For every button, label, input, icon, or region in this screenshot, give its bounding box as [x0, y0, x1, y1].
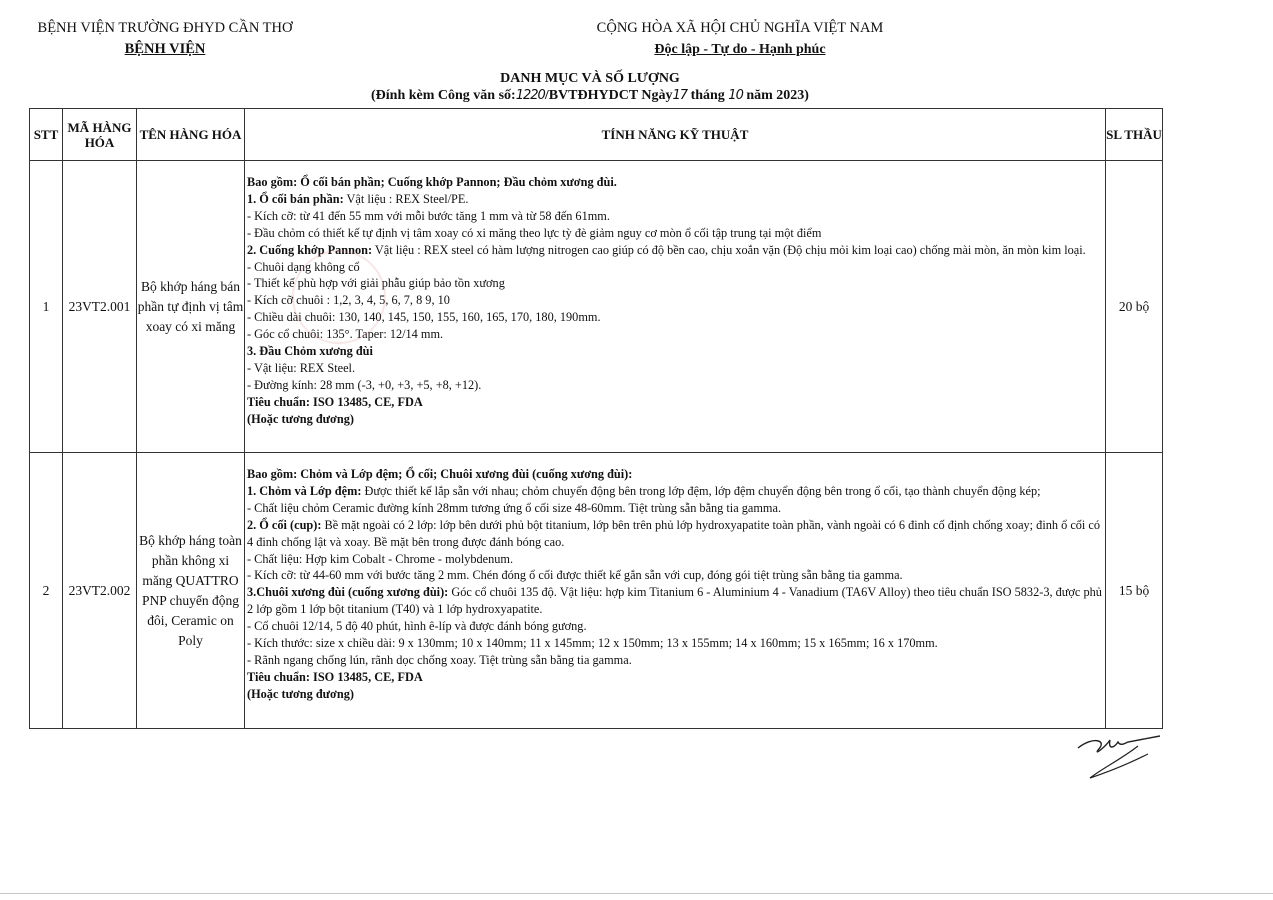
spec-line: [247, 191, 1103, 208]
hospital-parent-name: BỆNH VIỆN TRƯỜNG ĐHYD CẦN THƠ: [37, 20, 293, 36]
spec-line: Bao gồm: Chỏm và Lớp đệm; Ổ cối; Chuôi xương đùi (cuống xương đùi):: [247, 467, 633, 481]
national-motto: Độc lập - Tự do - Hạnh phúc: [654, 42, 826, 57]
sub-mid2: tháng: [690, 88, 725, 103]
header-stt: STT: [30, 109, 63, 161]
header-name: TÊN HÀNG HÓA: [137, 109, 245, 161]
sub-suffix: năm 2023): [746, 88, 809, 103]
hospital-name: BỆNH VIỆN: [124, 41, 206, 57]
spec-line: Tiêu chuẩn: ISO 13485, CE, FDA: [247, 669, 423, 684]
spec-line: (Hoặc tương đương): [247, 686, 354, 701]
spec-line: - Chuôi dạng không cổ: [247, 259, 360, 274]
spec-line: Bao gồm: Ổ cối bán phần; Cuống khớp Pannon; Đầu chỏm xương đùi.: [247, 175, 617, 189]
spec-line: - Cổ chuôi 12/14, 5 độ 40 phút, hình ê-líp và được đánh bóng gương.: [247, 619, 587, 634]
row-name: Bộ khớp háng bán phần tự định vị tâm xoay có xi măng: [137, 161, 245, 453]
table-row: [30, 453, 1163, 729]
header-code: MÃ HÀNG HÓA: [63, 109, 137, 161]
spec-line: - Chất liệu: Hợp kim Cobalt - Chrome - molybdenum.: [247, 551, 514, 566]
handwritten-day: 17: [672, 88, 688, 103]
spec-line: - Kích thước: size x chiều dài: 9 x 130mm; 10 x 140mm; 11 x 145mm; 12 x 150mm; 13 x 155mm; 14 x 160mm; 15 x 165mm; 16 x 170mm.: [247, 636, 938, 651]
spec-line: [247, 517, 1103, 551]
table-header-row: [30, 109, 1163, 161]
spec-line: - Góc cổ chuôi: 135°. Taper: 12/14 mm.: [247, 327, 444, 342]
spec-line: - Chiều dài chuôi: 130, 140, 145, 150, 155, 160, 165, 170, 180, 190mm.: [247, 310, 601, 325]
spec-line: (Hoặc tương đương): [247, 411, 354, 426]
handwritten-month: 10: [728, 88, 743, 103]
row-qty: 15 bộ: [1106, 453, 1163, 729]
spec-line: - Kích cỡ: từ 44-60 mm với bước tăng 2 mm. Chén đóng ổ cối được thiết kế gắn sẵn với cup, đóng gói tiệt trùng sẵn bằng tia gamma.: [247, 568, 903, 583]
spec-line: - Đường kính: 28 mm (-3, +0, +3, +5, +8, +12).: [247, 377, 482, 392]
spec-line: Tiêu chuẩn: ISO 13485, CE, FDA: [247, 394, 423, 409]
row-code: 23VT2.001: [63, 161, 137, 453]
spec-line: - Vật liệu: REX Steel.: [247, 360, 356, 375]
table-row: [30, 161, 1163, 453]
spec-text: Bề mặt ngoài có 2 lớp: lớp bên dưới phủ bột titanium, lớp bên trên phủ lớp hydroxyapatite toàn phần, vành ngoài có 6 đinh cố định chống xoay; đinh ổ cối có 4 đinh chống lật và xoay. Bề mặt bên trong được đánh bóng cao.: [247, 517, 1101, 549]
handwritten-number: 1220: [515, 88, 545, 103]
spec-text: Được thiết kế lắp sẵn với nhau; chỏm chuyển động bên trong lớp đệm, lớp đệm chuyển động bên trong ổ cối, tạo thành chuyển động kép;: [361, 483, 1041, 498]
header-left: [30, 18, 300, 60]
spec-heading: 3.Chuôi xương đùi (cuống xương đùi):: [247, 585, 449, 600]
spec-line: - Thiết kế phù hợp với giải phẫu giúp bảo tồn xương: [247, 276, 505, 291]
spec-heading: 2. Cuống khớp Pannon:: [247, 242, 373, 257]
spec-line: 3. Đầu Chỏm xương đùi: [247, 344, 373, 359]
spec-line: - Đầu chỏm có thiết kế tự định vị tâm xoay có xi măng theo lực tỳ đè giảm nguy cơ mòn ổ cối tập trung tại một điểm: [247, 225, 822, 240]
title-subline: [280, 87, 900, 104]
spec-text: Góc cổ chuôi 135 độ. Vật liệu: hợp kim Titanium 6 - Aluminium 4 - Vanadium (TA6V Alloy) theo tiêu chuẩn ISO 5832-3, được phủ 2 lớp gồm 1 lớp bột titanium (T40) và 1 lớp hydroxyapatite.: [247, 585, 1102, 617]
spec-line: [247, 242, 1103, 259]
sub-prefix: (Đính kèm Công văn số:: [371, 88, 516, 103]
row-code: 23VT2.002: [63, 453, 137, 729]
spec-line: [247, 483, 1103, 500]
signature-icon: [1068, 728, 1168, 783]
spec-line: - Rãnh ngang chống lún, rãnh dọc chống xoay. Tiệt trùng sẵn bằng tia gamma.: [247, 652, 632, 667]
header-right: [560, 18, 920, 60]
spec-line: [247, 584, 1103, 618]
spec-line: - Kích cỡ chuôi : 1,2, 3, 4, 5, 6, 7, 8 9, 10: [247, 293, 450, 308]
faded-stamp: [292, 250, 386, 344]
spec-text: Vật liệu : REX steel có hàm lượng nitrogen cao giúp có độ bền cao, chịu xoắn vặn (Độ chịu mỏi kim loại cao) chống mài mòn, ăn mòn kim loại.: [372, 242, 1086, 257]
goods-table: [29, 108, 1163, 729]
row-name: Bộ khớp háng toàn phần không xi măng QUATTRO PNP chuyển động đôi, Ceramic on Poly: [137, 453, 245, 729]
national-title: CỘNG HÒA XÃ HỘI CHỦ NGHĨA VIỆT NAM: [596, 20, 884, 36]
spec-heading: 1. Ổ cối bán phần:: [247, 191, 344, 206]
title-line: DANH MỤC VÀ SỐ LƯỢNG: [500, 71, 680, 86]
spec-line: - Chất liệu chỏm Ceramic đường kính 28mm tương ứng ổ cối size 48-60mm. Tiệt trùng sẵn bằng tia gamma.: [247, 500, 782, 515]
spec-text: Vật liệu : REX Steel/PE.: [343, 191, 469, 206]
row-spec: [245, 453, 1106, 729]
document-title: [280, 70, 900, 104]
header-spec: TÍNH NĂNG KỸ THUẬT: [245, 109, 1106, 161]
bottom-scan-line: [0, 893, 1273, 894]
spec-heading: 2. Ổ cối (cup):: [247, 517, 322, 532]
spec-line: - Kích cỡ: từ 41 đến 55 mm với mỗi bước tăng 1 mm và từ 58 đến 61mm.: [247, 208, 610, 223]
sub-mid1: /BVTĐHYDCT Ngày: [544, 88, 673, 103]
row-stt: 2: [30, 453, 63, 729]
row-stt: 1: [30, 161, 63, 453]
spec-heading: 1. Chỏm và Lớp đệm:: [247, 483, 362, 498]
header-qty: SL THẦU: [1106, 109, 1163, 161]
row-qty: 20 bộ: [1106, 161, 1163, 453]
